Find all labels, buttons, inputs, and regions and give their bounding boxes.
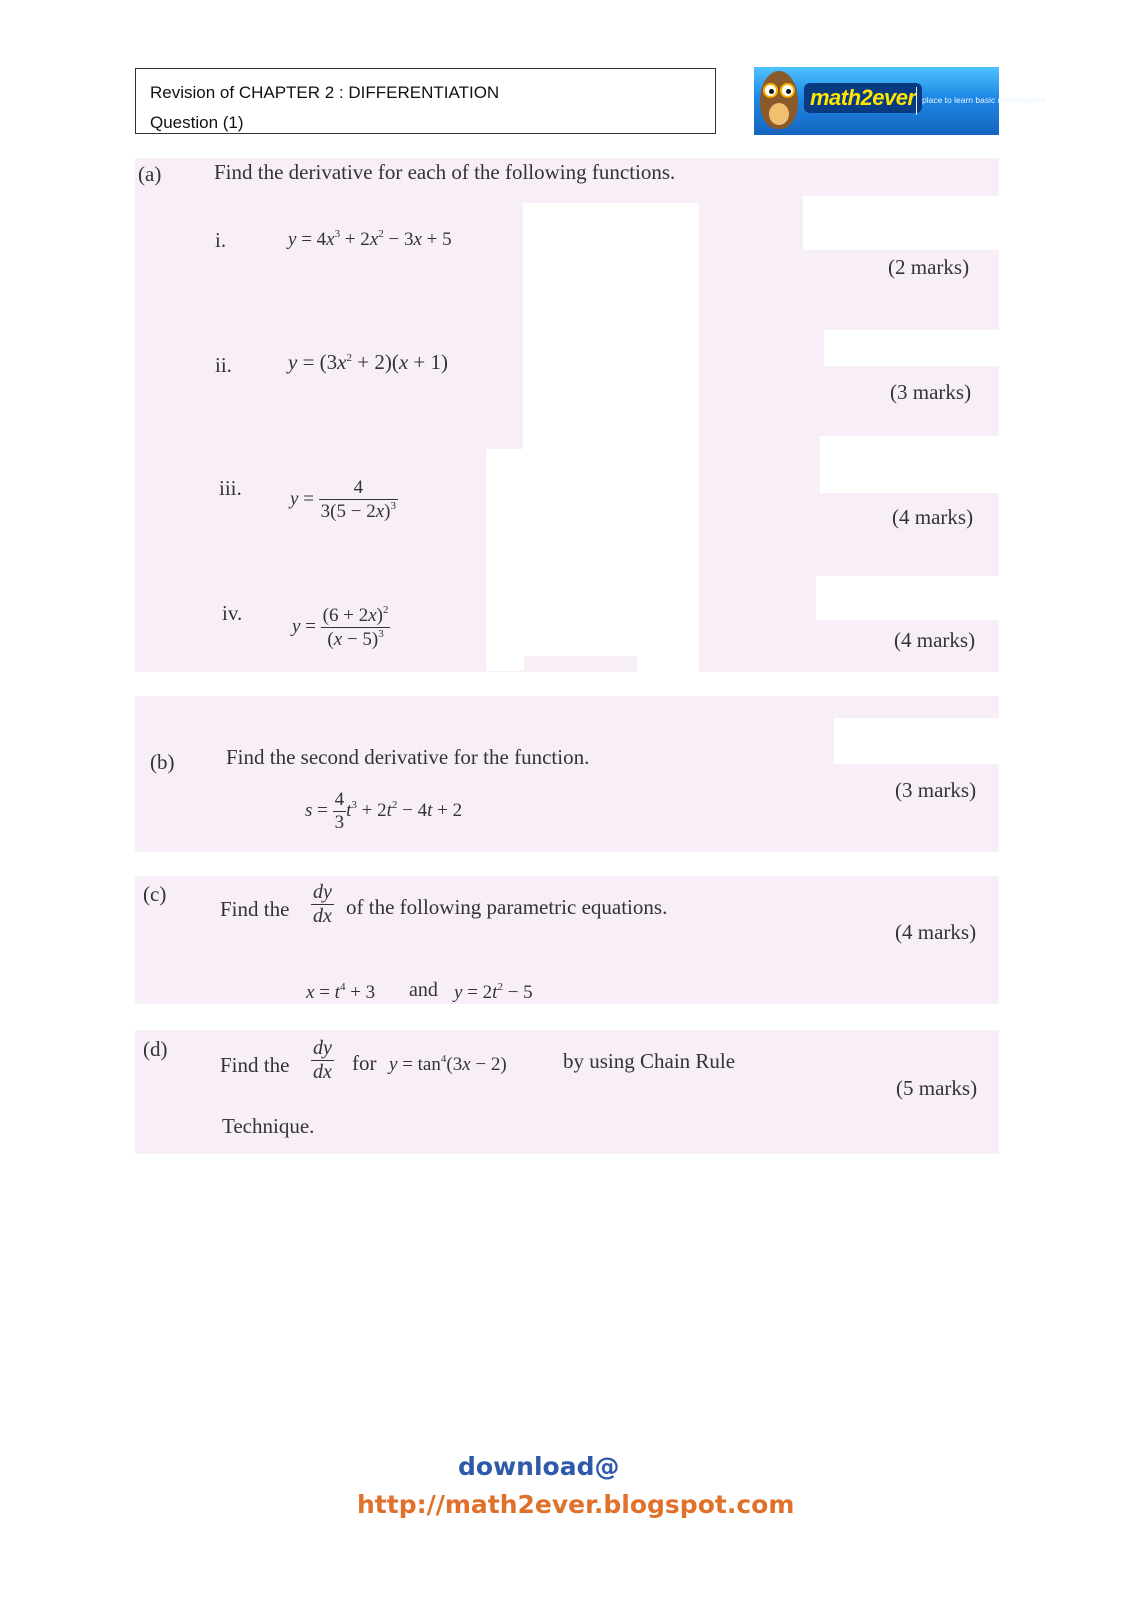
equation-a-ii: $y = (3x^2 + 2)(x + 1)$ [288,350,449,374]
logo-tagline: place to learn basic mathematics [922,95,1046,105]
marks-a-i: (2 marks) [888,255,970,279]
equation-a-i: $y = 4x^3 + 2x^2 - 3x + 5$ [288,228,452,250]
footer-download-text: download@ [458,1452,620,1481]
part-c-prefix: Find the [220,897,290,921]
marks-a-ii: (3 marks) [890,380,972,404]
item-numeral: i. [215,228,227,252]
header-box [135,68,716,134]
equation-a-iv: y = $\frac{(6 + 2x)^2}{(x - 5)^3}$ [292,604,389,650]
part-d-for: for [352,1051,377,1075]
item-numeral: iii. [219,476,242,500]
equation-c-x: $x = t^4 + 3$ [306,981,376,1003]
document-title: Revision of CHAPTER 2 : DIFFERENTIATION [150,83,500,102]
part-c-suffix: of the following parametric equations. [346,895,668,919]
question-number: Question (1) [150,113,244,132]
marks-a-iv: (4 marks) [894,628,976,652]
logo-brand: math2ever [804,83,922,113]
item-numeral: ii. [215,353,232,377]
logo [754,67,1046,135]
part-c-and: and [409,979,438,1001]
part-b-instruction: Find the second derivative for the function. [226,745,590,769]
derivative-dy-dx: $\frac{dy}{dx}$ [313,1037,332,1083]
derivative-dy-dx: $\frac{dy}{dx}$ [313,881,332,927]
part-a-label: (a) [138,162,162,186]
owl-mascot-icon [760,71,798,129]
equation-c-y: $y = 2t^2 - 5$ [454,981,533,1003]
part-a-instruction: Find the derivative for each of the following functions. [214,160,676,184]
part-d-prefix: Find the [220,1053,290,1077]
marks-b: (3 marks) [895,778,977,802]
part-d-label: (d) [143,1037,168,1061]
marks-a-iii: (4 marks) [892,505,974,529]
equation-a-iii: y = $\frac{4}{3(5 - 2x)^3}$ [290,477,396,522]
part-b-label: (b) [150,750,175,774]
footer-url-link[interactable]: http://math2ever.blogspot.com [357,1490,795,1519]
part-d-continuation: Technique. [222,1114,315,1138]
part-c-label: (c) [143,882,167,906]
equation-b: s = $\frac{4}{3}$ $t^3 + 2t^2 - 4t + 2$ [305,789,463,833]
item-numeral: iv. [222,601,243,625]
marks-c: (4 marks) [895,920,977,944]
marks-d: (5 marks) [896,1076,978,1100]
equation-d: $y = \tan^4(3x - 2)$ [389,1053,507,1075]
part-d-suffix: by using Chain Rule [563,1049,736,1073]
